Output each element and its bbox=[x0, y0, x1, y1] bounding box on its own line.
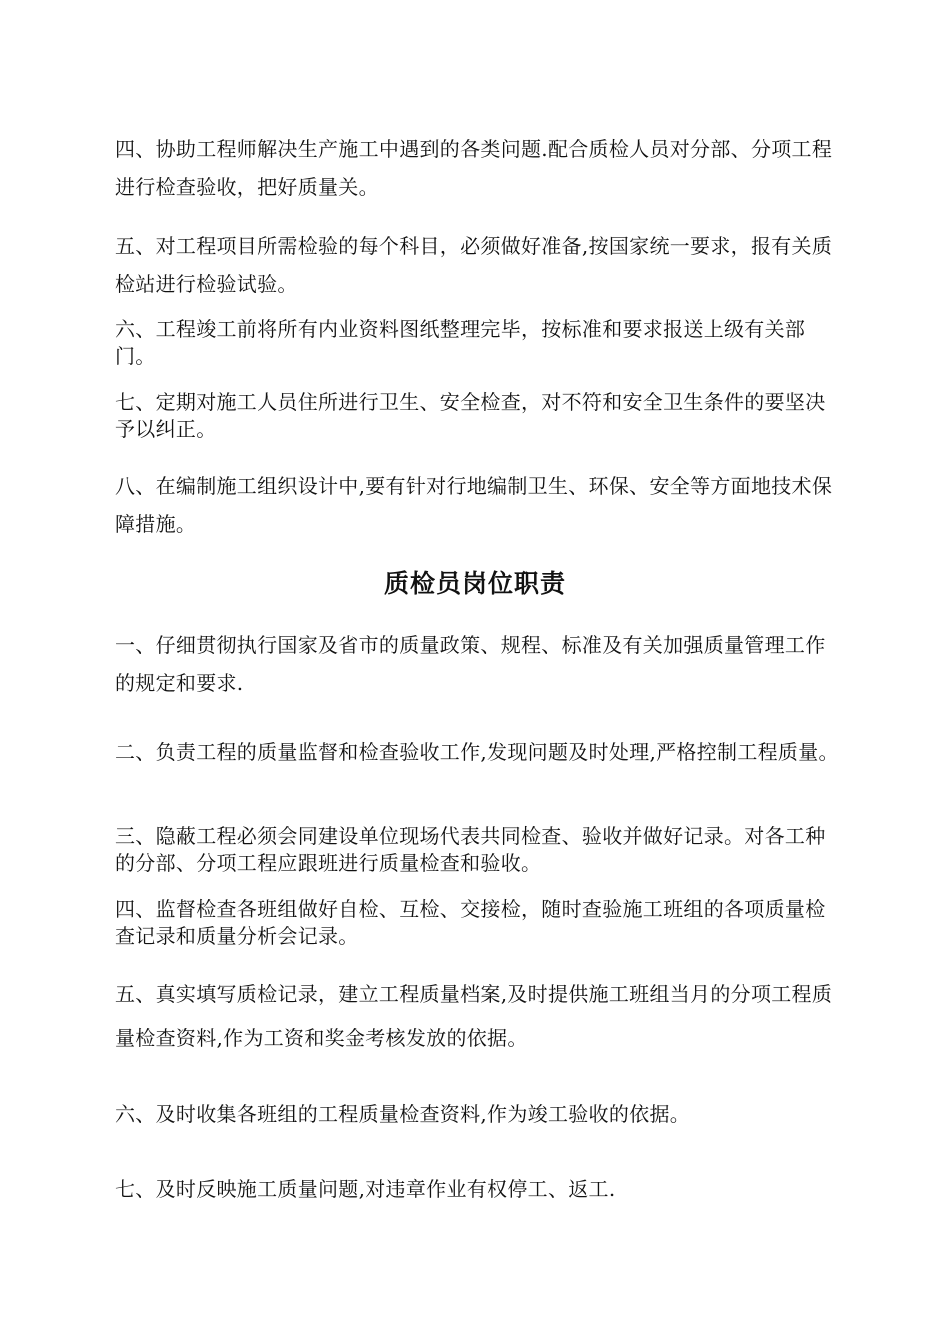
duty-paragraph-6: 六、工程竣工前将所有内业资料图纸整理完毕，按标准和要求报送上级有关部门。 bbox=[115, 317, 806, 368]
inspector-duty-3: 三、隐蔽工程必须会同建设单位现场代表共同检查、验收并做好记录。对各工种的分部、分项工程应跟班进行质量检查和验收。 bbox=[115, 824, 826, 875]
duty-paragraph-4: 四、协助工程师解决生产施工中遇到的各类问题.配合质检人员对分部、分项工程进行检查验收，把好质量关。 bbox=[115, 137, 833, 199]
inspector-duty-7: 七、及时反映施工质量问题,对违章作业有权停工、返工. bbox=[115, 1177, 616, 1201]
duty-paragraph-7: 七、定期对施工人员住所进行卫生、安全检查，对不符和安全卫生条件的要坚决予以纠正。 bbox=[115, 390, 826, 441]
duty-paragraph-8: 八、在编制施工组织设计中,要有针对行地编制卫生、环保、安全等方面地技术保障措施。 bbox=[115, 474, 833, 536]
section-title: 质检员岗位职责 bbox=[383, 569, 566, 598]
inspector-duty-2: 二、负责工程的质量监督和检查验收工作,发现问题及时处理,严格控制工程质量。 bbox=[115, 740, 839, 764]
inspector-duty-6: 六、及时收集各班组的工程质量检查资料,作为竣工验收的依据。 bbox=[115, 1102, 691, 1126]
inspector-duty-1: 一、仔细贯彻执行国家及省市的质量政策、规程、标准及有关加强质量管理工作的规定和要求. bbox=[115, 633, 826, 695]
inspector-duty-5: 五、真实填写质检记录，建立工程质量档案,及时提供施工班组当月的分项工程质量检查资料,作为工资和奖金考核发放的依据。 bbox=[115, 982, 833, 1050]
inspector-duty-4: 四、监督检查各班组做好自检、互检、交接检，随时查验施工班组的各项质量检查记录和质量分析会记录。 bbox=[115, 897, 826, 948]
duty-paragraph-5: 五、对工程项目所需检验的每个科目，必须做好准备,按国家统一要求，报有关质检站进行检验试验。 bbox=[115, 234, 833, 296]
